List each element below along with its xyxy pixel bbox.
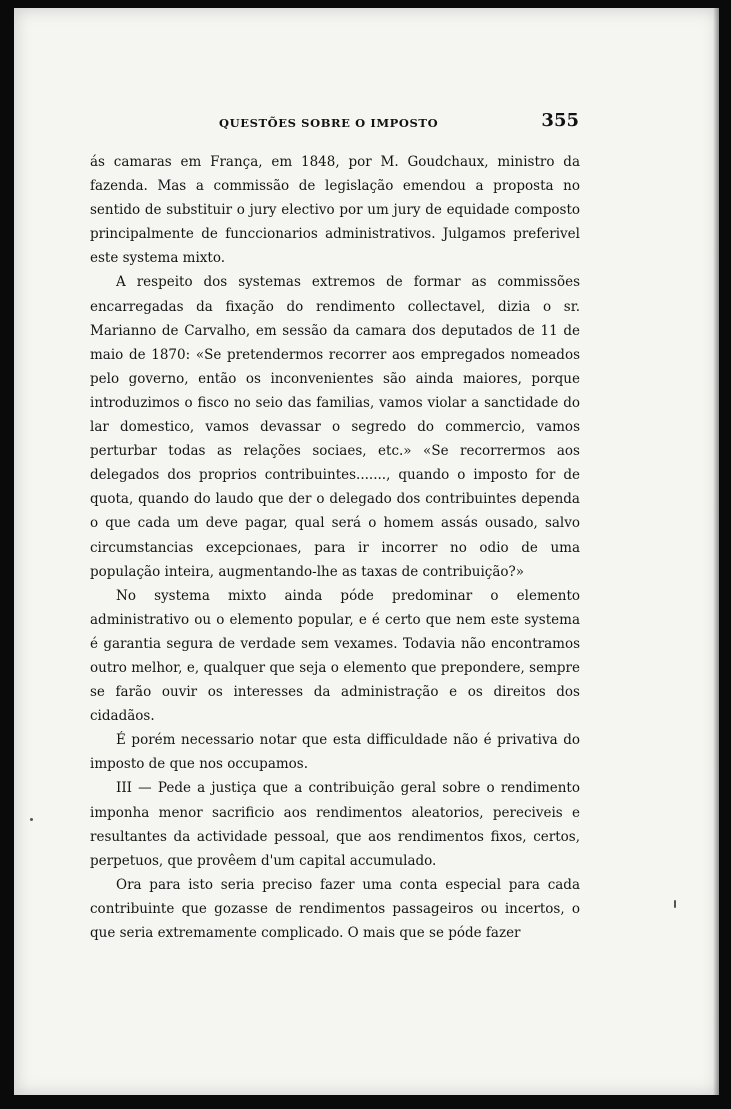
paragraph-continuation: ás camaras em França, em 1848, por M. Goudchaux, ministro da fazenda. Mas a commissão de legislação emendou a proposta no sentido de substituir o jury electivo por um jury de equidade composto principalmente de funccionarios administrativos. Julgamos preferivel este systema mixto.: [90, 154, 580, 267]
running-head: QUESTÕES SOBRE O IMPOSTO: [219, 116, 439, 130]
paper-speck: [674, 900, 676, 908]
page-number: 355: [541, 110, 579, 131]
paragraph-difficulty: É porém necessario notar que esta difficuldade não é privativa do imposto de que nos occupamos.: [90, 732, 580, 773]
paragraph-justice-iii: III — Pede a justiça que a contribuição geral sobre o rendimento imponha menor sacrificio aos rendimentos aleatorios, pereciveis e resultantes da actividade pessoal, que aos rendimentos fixos, certos, perpetuos, que provêem d'um capital accumulado.: [90, 780, 580, 869]
paper-speck: [30, 818, 33, 821]
paragraph-mixed-system: No systema mixto ainda póde predominar o elemento administrativo ou o elemento popular, e é certo que nem este systema é garantia segura de verdade sem vexames. Todavia não encontramos outro melhor, e, qualquer que seja o elemento que preponderе, sempre se farão ouvir os interesses da administração e os direitos dos cidadãos.: [90, 587, 580, 725]
paragraph-special-account: Ora para isto seria preciso fazer uma conta especial para cada contribuinte que gozasse de rendimentos passageiros ou incertos, o que seria extremamente complicado. O mais que se póde fazer: [90, 876, 580, 941]
paragraph-systems-extremes: A respeito dos systemas extremos de formar as commissões encarregadas da fixação do rendimento collectavel, dizia o sr. Marianno de Carvalho, em sessão da camara dos deputados de 11 de maio de 1870: «Se pretendermos recorrer aos empregados nomeados pelo governo, então os inconvenientes são ainda maiores, porque introduzimos o fisco no seio das familias, vamos violar a sanctidade do lar domestico, vamos devassar o segredo do commercio, vamos perturbar todas as relações sociaes, etc.» «Se recorrermos aos delegados dos proprios contribuintes......., quando o imposto for de quota, quando do laudo que der o delegado dos contribuintes dependa o que cada um deve pagar, qual será o homem assás ousado, salvo circumstancias excepcionaes, para ir incorrer no odio de uma população inteira, augmentando-lhe as taxas de contribuição?»: [90, 274, 580, 580]
book-page: [14, 8, 719, 1095]
page-header: [219, 110, 579, 134]
body-text: [90, 150, 580, 945]
